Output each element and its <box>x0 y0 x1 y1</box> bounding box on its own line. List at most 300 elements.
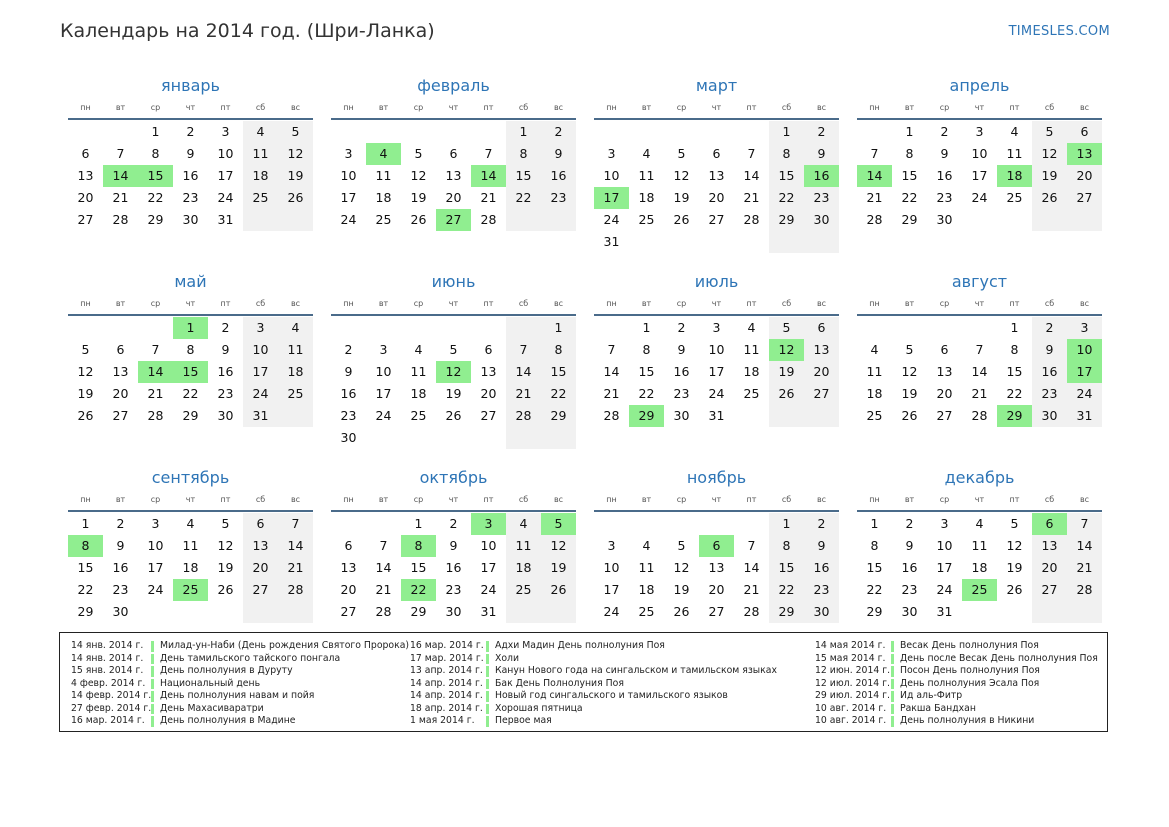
weekday-label: чт <box>974 103 985 112</box>
day-cell: 3 <box>151 516 160 531</box>
day-cell: 19 <box>1006 560 1023 575</box>
day-cell: 25 <box>410 408 427 423</box>
day-cell: 18 <box>638 582 655 597</box>
day-cell: 8 <box>541 339 576 361</box>
weekday-label: пн <box>343 495 354 504</box>
day-cell: 9 <box>449 538 458 553</box>
day-cell: 8 <box>1010 342 1019 357</box>
month-0 <box>68 74 313 270</box>
day-cell: 2 <box>344 342 353 357</box>
day-cell: 26 <box>673 212 690 227</box>
weekday-label: пт <box>220 299 231 308</box>
day-cell: 5 <box>449 342 458 357</box>
day-cell: 23 <box>804 579 839 601</box>
empty-cell <box>471 427 506 449</box>
month-name: декабрь <box>944 468 1015 487</box>
empty-cell <box>541 427 576 449</box>
day-cell: 5 <box>1032 121 1067 143</box>
weekday-label: ср <box>939 495 950 504</box>
day-cell: 24 <box>340 212 357 227</box>
holiday-name: Весак День полнолуния Поя <box>900 640 1039 651</box>
empty-cell <box>366 317 401 339</box>
holiday-marker <box>486 666 489 677</box>
day-cell: 7 <box>116 146 125 161</box>
weekday-label: сб <box>781 103 792 112</box>
legend-row <box>60 715 410 728</box>
legend-row <box>60 703 410 716</box>
weekday-label: вт <box>641 495 652 504</box>
day-cell: 10 <box>603 560 620 575</box>
month-5 <box>331 270 576 466</box>
weekday-label: ср <box>676 495 687 504</box>
day-cell: 17 <box>971 168 988 183</box>
month-2 <box>594 74 839 270</box>
month-name: сентябрь <box>151 468 230 487</box>
day-cell: 26 <box>1006 582 1023 597</box>
day-cell: 22 <box>541 383 576 405</box>
empty-cell <box>68 121 103 143</box>
days-grid <box>68 121 313 231</box>
weekday-label: пн <box>869 299 880 308</box>
day-cell: 28 <box>603 408 620 423</box>
day-cell: 26 <box>769 383 804 405</box>
days-grid <box>331 317 576 449</box>
weekday-label: пт <box>1009 299 1020 308</box>
day-cell: 8 <box>186 342 195 357</box>
days-grid <box>594 317 839 427</box>
weekday-label: вт <box>641 103 652 112</box>
empty-cell <box>401 427 436 449</box>
holiday-day-cell: 25 <box>173 579 208 601</box>
day-cell: 22 <box>901 190 918 205</box>
day-cell: 21 <box>278 557 313 579</box>
day-cell: 11 <box>278 339 313 361</box>
empty-cell <box>401 121 436 143</box>
day-cell: 7 <box>747 538 756 553</box>
empty-cell <box>927 317 962 339</box>
page-title: Календарь на 2014 год. (Шри-Ланка) <box>60 20 435 42</box>
weekday-label: сб <box>1044 299 1055 308</box>
holiday-marker <box>891 704 894 715</box>
holiday-name: Милад-ун-Наби (День рождения Святого Пророка) <box>160 640 410 651</box>
holiday-day-cell: 6 <box>699 535 734 557</box>
weekday-label: вс <box>553 299 564 308</box>
day-cell: 14 <box>603 364 620 379</box>
weekday-label: сб <box>1044 495 1055 504</box>
holiday-day-cell: 22 <box>401 579 436 601</box>
day-cell: 2 <box>221 320 230 335</box>
weekday-label: сб <box>1044 103 1055 112</box>
day-cell: 18 <box>278 361 313 383</box>
empty-cell <box>997 209 1032 231</box>
weekday-label: вс <box>290 103 301 112</box>
holiday-day-cell: 14 <box>857 165 892 187</box>
holiday-name: Посон День полнолуния Поя <box>900 665 1040 676</box>
day-cell: 12 <box>1006 538 1023 553</box>
day-cell: 13 <box>936 364 953 379</box>
holiday-day-cell: 15 <box>173 361 208 383</box>
day-cell: 11 <box>243 143 278 165</box>
empty-cell <box>541 601 576 623</box>
day-cell: 11 <box>866 364 883 379</box>
day-cell: 19 <box>278 165 313 187</box>
empty-cell <box>68 317 103 339</box>
day-cell: 17 <box>480 560 497 575</box>
holiday-name: День полнолуния навам и пойя <box>160 690 315 701</box>
empty-cell <box>769 231 804 253</box>
weekday-label: пт <box>746 299 757 308</box>
holiday-day-cell: 13 <box>1067 143 1102 165</box>
day-cell: 24 <box>936 582 953 597</box>
weekday-label: вс <box>816 495 827 504</box>
months-grid <box>68 74 1108 662</box>
empty-cell <box>506 317 541 339</box>
day-cell: 24 <box>603 604 620 619</box>
day-cell: 20 <box>77 190 94 205</box>
day-cell: 13 <box>804 339 839 361</box>
holiday-name: Канун Нового года на сингальском и тамильском языках <box>495 665 777 676</box>
holiday-day-cell: 8 <box>401 535 436 557</box>
day-cell: 15 <box>638 364 655 379</box>
weekday-label: вс <box>553 495 564 504</box>
day-cell: 23 <box>112 582 129 597</box>
empty-cell <box>699 231 734 253</box>
day-cell: 26 <box>445 408 462 423</box>
holiday-date: 14 апр. 2014 г. <box>410 677 483 689</box>
holiday-date: 14 мая 2014 г. <box>815 640 886 651</box>
day-cell: 7 <box>278 513 313 535</box>
day-cell: 17 <box>340 190 357 205</box>
holiday-marker <box>891 654 894 665</box>
empty-cell <box>594 513 629 535</box>
weekday-label: вс <box>1079 495 1090 504</box>
days-grid <box>68 513 313 623</box>
legend-row <box>60 678 410 691</box>
holiday-legend <box>59 632 1108 732</box>
holiday-day-cell: 29 <box>997 405 1032 427</box>
weekday-label: ср <box>939 299 950 308</box>
day-cell: 8 <box>151 146 160 161</box>
holiday-day-cell: 5 <box>541 513 576 535</box>
day-cell: 31 <box>243 405 278 427</box>
month-7 <box>857 270 1102 466</box>
month-name: октябрь <box>419 468 488 487</box>
holiday-name: Холи <box>495 652 520 664</box>
weekday-label: вт <box>641 299 652 308</box>
weekday-label: пт <box>483 495 494 504</box>
day-cell: 19 <box>673 190 690 205</box>
holiday-marker <box>151 654 154 665</box>
weekday-label: чт <box>185 299 196 308</box>
weekday-label: пт <box>483 299 494 308</box>
days-grid <box>594 513 839 623</box>
holiday-name: Хорошая пятница <box>495 702 583 714</box>
month-6 <box>594 270 839 466</box>
weekday-label: пт <box>483 103 494 112</box>
day-cell: 14 <box>1067 535 1102 557</box>
weekday-header <box>68 294 313 316</box>
day-cell: 5 <box>414 146 423 161</box>
weekday-label: ср <box>413 299 424 308</box>
holiday-day-cell: 14 <box>138 361 173 383</box>
weekday-label: пн <box>80 495 91 504</box>
weekday-label: вт <box>904 299 915 308</box>
holiday-date: 4 февр. 2014 г. <box>71 677 146 689</box>
month-name: ноябрь <box>686 468 747 487</box>
day-cell: 26 <box>541 579 576 601</box>
legend-row <box>410 678 815 691</box>
weekday-label: вт <box>378 103 389 112</box>
weekday-label: вс <box>1079 299 1090 308</box>
day-cell: 10 <box>243 339 278 361</box>
day-cell: 18 <box>506 557 541 579</box>
day-cell: 13 <box>77 168 94 183</box>
holiday-marker <box>151 691 154 702</box>
day-cell: 7 <box>607 342 616 357</box>
weekday-label: ср <box>150 103 161 112</box>
day-cell: 15 <box>410 560 427 575</box>
weekday-label: сб <box>781 299 792 308</box>
weekday-header <box>857 294 1102 316</box>
day-cell: 5 <box>221 516 230 531</box>
holiday-marker <box>891 679 894 690</box>
day-cell: 6 <box>712 146 721 161</box>
day-cell: 19 <box>901 386 918 401</box>
weekday-label: пт <box>220 103 231 112</box>
empty-cell <box>962 317 997 339</box>
day-cell: 9 <box>677 342 686 357</box>
day-cell: 11 <box>375 168 392 183</box>
day-cell: 27 <box>112 408 129 423</box>
day-cell: 9 <box>804 535 839 557</box>
day-cell: 10 <box>375 364 392 379</box>
day-cell: 30 <box>340 430 357 445</box>
day-cell: 17 <box>708 364 725 379</box>
weekday-header <box>331 98 576 120</box>
day-cell: 6 <box>1067 121 1102 143</box>
day-cell: 27 <box>340 604 357 619</box>
holiday-date: 16 мар. 2014 г. <box>410 640 484 651</box>
day-cell: 24 <box>1067 383 1102 405</box>
day-cell: 23 <box>804 187 839 209</box>
day-cell: 16 <box>445 560 462 575</box>
day-cell: 26 <box>278 187 313 209</box>
holiday-day-cell: 29 <box>629 405 664 427</box>
empty-cell <box>243 209 278 231</box>
day-cell: 30 <box>217 408 234 423</box>
day-cell: 22 <box>769 579 804 601</box>
weekday-label: пт <box>746 495 757 504</box>
day-cell: 1 <box>769 121 804 143</box>
day-cell: 2 <box>905 516 914 531</box>
holiday-marker <box>151 641 154 652</box>
day-cell: 12 <box>901 364 918 379</box>
legend-column <box>815 640 1105 731</box>
day-cell: 7 <box>1067 513 1102 535</box>
empty-cell <box>506 601 541 623</box>
empty-cell <box>629 231 664 253</box>
day-cell: 2 <box>186 124 195 139</box>
weekday-label: вт <box>378 299 389 308</box>
day-cell: 6 <box>81 146 90 161</box>
day-cell: 1 <box>642 320 651 335</box>
weekday-label: чт <box>185 103 196 112</box>
day-cell: 9 <box>541 143 576 165</box>
empty-cell <box>103 317 138 339</box>
day-cell: 3 <box>379 342 388 357</box>
holiday-day-cell: 1 <box>173 317 208 339</box>
day-cell: 20 <box>1067 165 1102 187</box>
day-cell: 14 <box>375 560 392 575</box>
day-cell: 1 <box>769 513 804 535</box>
holiday-date: 16 мар. 2014 г. <box>71 715 145 726</box>
empty-cell <box>471 317 506 339</box>
day-cell: 17 <box>375 386 392 401</box>
holiday-date: 17 мар. 2014 г. <box>410 652 484 664</box>
day-cell: 30 <box>673 408 690 423</box>
empty-cell <box>278 405 313 427</box>
day-cell: 27 <box>708 604 725 619</box>
weekday-header <box>857 98 1102 120</box>
weekday-label: чт <box>448 103 459 112</box>
holiday-marker <box>891 666 894 677</box>
weekday-label: ср <box>676 103 687 112</box>
empty-cell <box>857 317 892 339</box>
day-cell: 15 <box>866 560 883 575</box>
month-name: май <box>174 272 207 291</box>
day-cell: 20 <box>480 386 497 401</box>
day-cell: 3 <box>940 516 949 531</box>
day-cell: 5 <box>677 146 686 161</box>
day-cell: 21 <box>971 386 988 401</box>
day-cell: 12 <box>217 538 234 553</box>
legend-row <box>815 678 1105 691</box>
weekday-label: вс <box>553 103 564 112</box>
day-cell: 7 <box>747 146 756 161</box>
holiday-marker <box>151 704 154 715</box>
day-cell: 29 <box>769 209 804 231</box>
legend-row <box>410 690 815 703</box>
holiday-marker <box>486 716 489 727</box>
empty-cell <box>629 513 664 535</box>
day-cell: 14 <box>278 535 313 557</box>
month-name: январь <box>161 76 220 95</box>
day-cell: 25 <box>375 212 392 227</box>
day-cell: 26 <box>217 582 234 597</box>
day-cell: 20 <box>936 386 953 401</box>
weekday-label: вт <box>115 495 126 504</box>
weekday-label: чт <box>711 495 722 504</box>
empty-cell <box>1032 601 1067 623</box>
day-cell: 3 <box>243 317 278 339</box>
empty-cell <box>997 601 1032 623</box>
empty-cell <box>594 317 629 339</box>
day-cell: 16 <box>1032 361 1067 383</box>
days-grid <box>68 317 313 427</box>
weekday-label: ср <box>150 495 161 504</box>
weekday-label: пн <box>80 103 91 112</box>
day-cell: 30 <box>182 212 199 227</box>
day-cell: 21 <box>375 582 392 597</box>
holiday-date: 10 авг. 2014 г. <box>815 715 887 726</box>
weekday-header <box>594 490 839 512</box>
day-cell: 8 <box>642 342 651 357</box>
day-cell: 4 <box>642 146 651 161</box>
weekday-label: вс <box>1079 103 1090 112</box>
weekday-label: вс <box>290 495 301 504</box>
day-cell: 22 <box>769 187 804 209</box>
day-cell: 12 <box>673 168 690 183</box>
day-cell: 15 <box>901 168 918 183</box>
day-cell: 27 <box>708 212 725 227</box>
day-cell: 22 <box>1006 386 1023 401</box>
empty-cell <box>664 513 699 535</box>
day-cell: 21 <box>1067 557 1102 579</box>
empty-cell <box>804 231 839 253</box>
day-cell: 4 <box>506 513 541 535</box>
day-cell: 30 <box>112 604 129 619</box>
day-cell: 29 <box>410 604 427 619</box>
days-grid <box>331 121 576 231</box>
holiday-marker <box>486 704 489 715</box>
holiday-day-cell: 10 <box>1067 339 1102 361</box>
day-cell: 29 <box>769 601 804 623</box>
weekday-label: сб <box>255 103 266 112</box>
day-cell: 9 <box>1032 339 1067 361</box>
day-cell: 13 <box>112 364 129 379</box>
day-cell: 10 <box>147 538 164 553</box>
month-name: апрель <box>949 76 1010 95</box>
holiday-day-cell: 25 <box>962 579 997 601</box>
day-cell: 20 <box>804 361 839 383</box>
day-cell: 9 <box>804 143 839 165</box>
weekday-label: пт <box>1009 495 1020 504</box>
day-cell: 7 <box>151 342 160 357</box>
holiday-name: Первое мая <box>495 715 552 726</box>
day-cell: 22 <box>147 190 164 205</box>
day-cell: 20 <box>1032 557 1067 579</box>
day-cell: 20 <box>708 190 725 205</box>
day-cell: 16 <box>804 557 839 579</box>
day-cell: 28 <box>375 604 392 619</box>
weekday-label: пн <box>869 495 880 504</box>
day-cell: 22 <box>638 386 655 401</box>
holiday-date: 15 янв. 2014 г. <box>71 665 144 676</box>
empty-cell <box>366 513 401 535</box>
day-cell: 21 <box>866 190 883 205</box>
weekday-label: сб <box>518 299 529 308</box>
day-cell: 28 <box>112 212 129 227</box>
site-link[interactable]: TIMESLES.COM <box>1008 24 1110 39</box>
day-cell: 24 <box>971 190 988 205</box>
day-cell: 6 <box>344 538 353 553</box>
day-cell: 9 <box>940 146 949 161</box>
holiday-name: День полнолуния в Мадине <box>160 715 296 726</box>
month-3 <box>857 74 1102 270</box>
weekday-label: вт <box>115 299 126 308</box>
days-grid <box>594 121 839 253</box>
day-cell: 20 <box>340 582 357 597</box>
day-cell: 23 <box>1032 383 1067 405</box>
day-cell: 28 <box>147 408 164 423</box>
day-cell: 13 <box>340 560 357 575</box>
day-cell: 18 <box>866 386 883 401</box>
day-cell: 2 <box>116 516 125 531</box>
days-grid <box>857 121 1102 231</box>
holiday-name: День полнолуния в Никини <box>900 715 1035 726</box>
weekday-label: ср <box>413 103 424 112</box>
day-cell: 21 <box>743 582 760 597</box>
